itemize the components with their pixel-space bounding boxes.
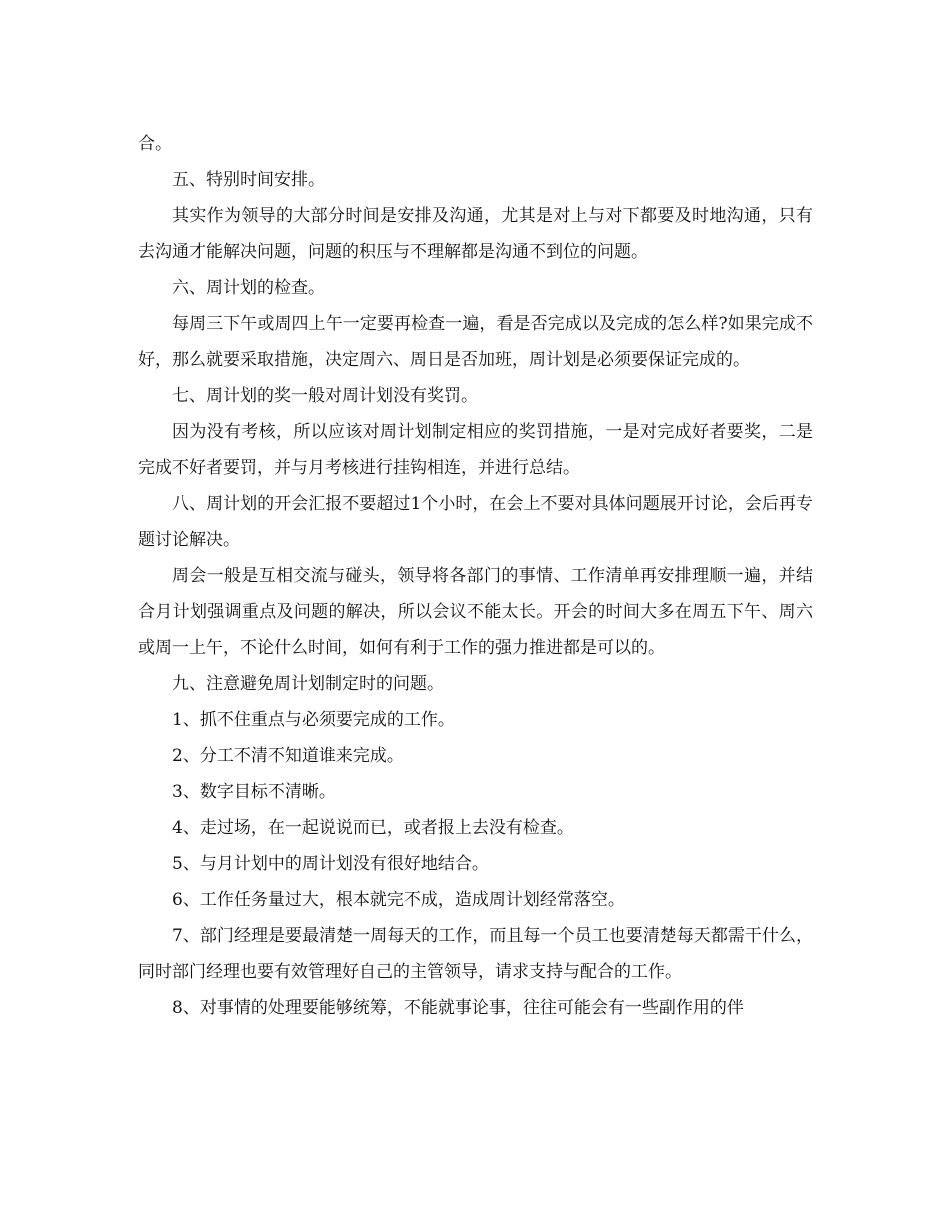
section-heading: 九、注意避免周计划制定时的问题。 <box>172 674 444 694</box>
document-body <box>138 126 813 1026</box>
list-item: 4、走过场，在一起说说而已，或者报上去没有检查。 <box>172 818 574 838</box>
paragraph: 周会一般是互相交流与碰头，领导将各部门的事情、工作清单再安排理顺一遍，并结合月计划强调重点及问题的解决，所以会议不能太长。开会的时间大多在周五下午、周六或周一上午，不论什么时间，如何有利于工作的强力推进都是可以的。 <box>138 566 813 658</box>
paragraph: 因为没有考核，所以应该对周计划制定相应的奖罚措施，一是对完成好者要奖，二是完成不好者要罚，并与月考核进行挂钩相连，并进行总结。 <box>138 422 813 478</box>
list-item: 6、工作任务量过大，根本就完不成，造成周计划经常落空。 <box>172 890 625 910</box>
list-item: 3、数字目标不清晰。 <box>172 782 336 802</box>
list-item: 7、部门经理是要最清楚一周每天的工作，而且每一个员工也要清楚每天都需干什么，同时部门经理也要有效管理好自己的主管领导，请求支持与配合的工作。 <box>138 926 813 982</box>
list-item: 8、对事情的处理要能够统筹，不能就事论事，往往可能会有一些副作用的伴 <box>172 998 744 1018</box>
paragraph: 其实作为领导的大部分时间是安排及沟通，尤其是对上与对下都要及时地沟通，只有去沟通才能解决问题，问题的积压与不理解都是沟通不到位的问题。 <box>138 206 813 262</box>
section-heading: 五、特别时间安排。 <box>172 170 325 190</box>
paragraph: 每周三下午或周四上午一定要再检查一遍，看是否完成以及完成的怎么样?如果完成不好，那么就要采取措施，决定周六、周日是否加班，周计划是必须要保证完成的。 <box>138 314 813 370</box>
list-item: 5、与月计划中的周计划没有很好地结合。 <box>172 854 489 874</box>
list-item: 1、抓不住重点与必须要完成的工作。 <box>172 710 455 730</box>
paragraph: 合。 <box>138 134 172 154</box>
section-heading: 七、周计划的奖一般对周计划没有奖罚。 <box>172 386 478 406</box>
section-heading: 六、周计划的检查。 <box>172 278 325 298</box>
list-item: 2、分工不清不知道谁来完成。 <box>172 746 404 766</box>
section-heading: 八、周计划的开会汇报不要超过1个小时，在会上不要对具体问题展开讨论，会后再专题讨论解决。 <box>138 494 813 550</box>
